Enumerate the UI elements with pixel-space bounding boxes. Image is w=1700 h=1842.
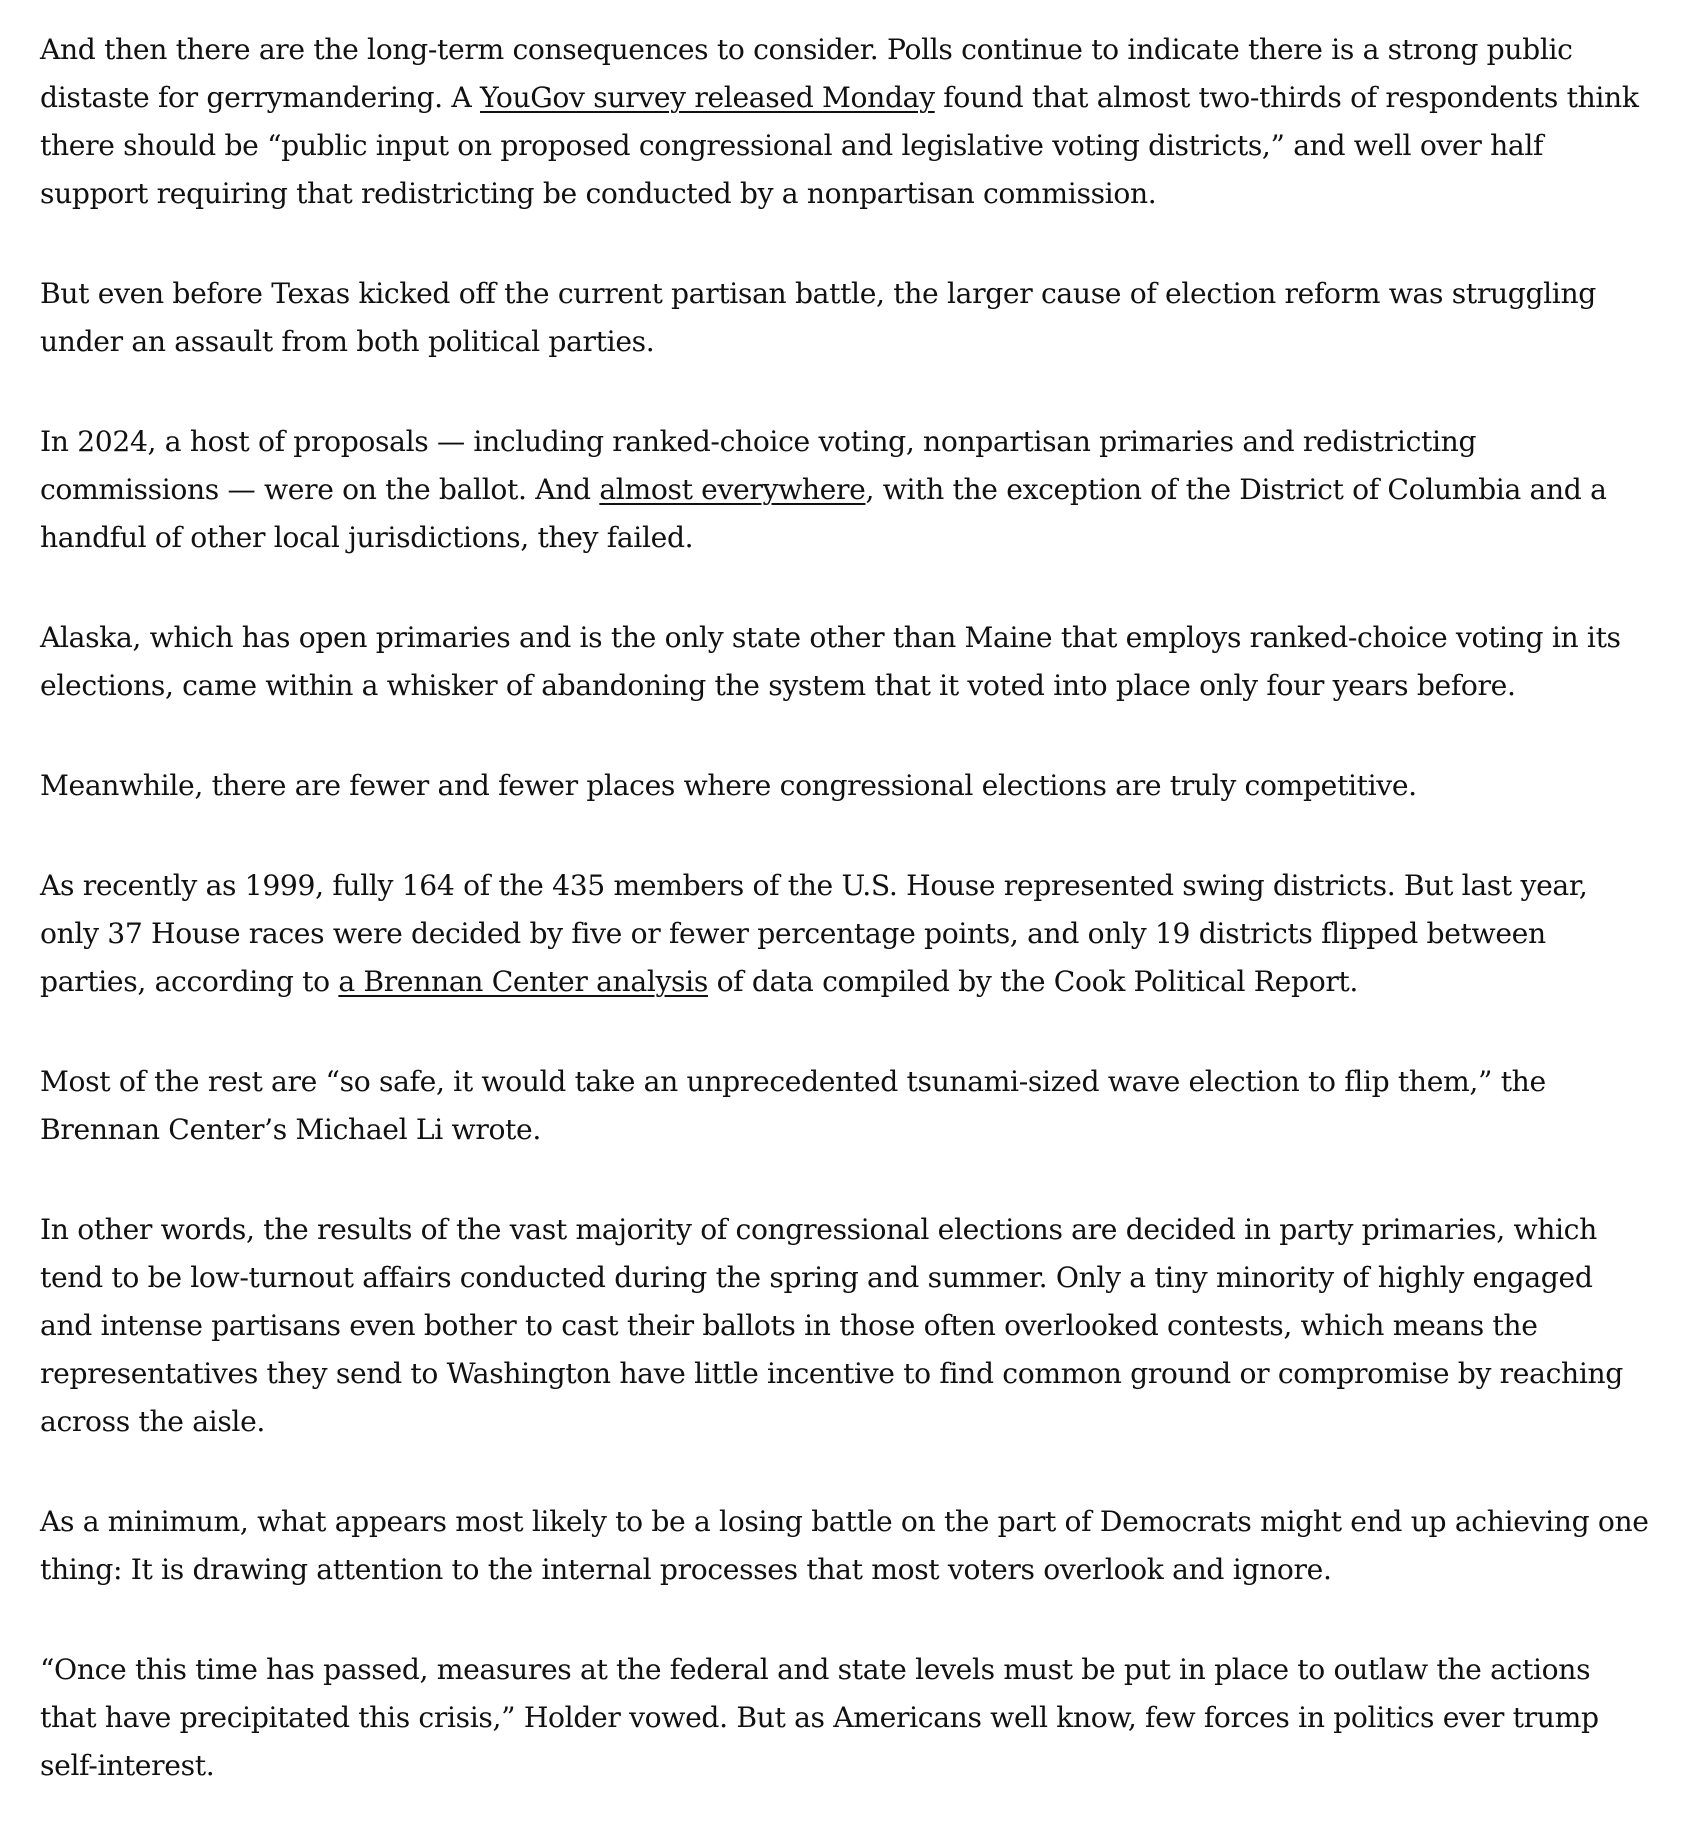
paragraph-3 — [40, 418, 1650, 562]
paragraph-3-text-b: , with the exception of the District of Columbia and a handful of other local jurisdictions, they failed. — [40, 473, 1607, 554]
paragraph-6-text-b: of data compiled by the Cook Political Report. — [707, 965, 1359, 998]
article-body — [40, 26, 1650, 1842]
paragraph-8: In other words, the results of the vast majority of congressional elections are decided in party primaries, which tend to be low-turnout affairs conducted during the spring and summer. Only a tiny minority of highly engaged and intense partisans even bother to cast their ballots in those often overlooked contests, which means the representatives they send to Washington have little incentive to find common ground or compromise by reaching across the aisle. — [40, 1213, 1623, 1438]
paragraph-3-text-a: In 2024, a host of proposals — including ranked-choice voting, nonpartisan primaries and redistricting commissions — were on the ballot. And — [40, 425, 1477, 506]
paragraph-1-text-b: found that almost two-thirds of respondents think there should be “public input on proposed congressional and legislative voting districts,” and well over half support requiring that redistricting be conducted by a nonpartisan commission. — [40, 81, 1639, 210]
paragraph-9: As a minimum, what appears most likely to be a losing battle on the part of Democrats might end up achieving one thing: It is drawing attention to the internal processes that most voters overlook and ignore. — [40, 1505, 1649, 1586]
paragraph-7: Most of the rest are “so safe, it would take an unprecedented tsunami-sized wave election to flip them,” the Brennan Center’s Michael Li wrote. — [40, 1065, 1546, 1146]
paragraph-1-text-a: And then there are the long-term consequences to consider. Polls continue to indicate there is a strong public distaste for gerrymandering. A — [40, 33, 1573, 114]
paragraph-5: Meanwhile, there are fewer and fewer places where congressional elections are truly competitive. — [40, 769, 1417, 802]
paragraph-1 — [40, 26, 1650, 218]
paragraph-6 — [40, 862, 1650, 1006]
paragraph-10: “Once this time has passed, measures at the federal and state levels must be put in place to outlaw the actions that have precipitated this crisis,” Holder vowed. But as Americans well know, few forces in politics ever trump self-interest. — [40, 1653, 1599, 1782]
yougov-survey-link[interactable]: YouGov survey released Monday — [480, 81, 935, 114]
paragraph-2: But even before Texas kicked off the current partisan battle, the larger cause of election reform was struggling under an assault from both political parties. — [40, 277, 1596, 358]
brennan-center-analysis-link[interactable]: a Brennan Center analysis — [338, 965, 708, 998]
almost-everywhere-link[interactable]: almost everywhere — [599, 473, 866, 506]
paragraph-6-text-a: As recently as 1999, fully 164 of the 435 members of the U.S. House represented swing districts. But last year, only 37 House races were decided by five or fewer percentage points, and only 19 districts flipped between parties, according to — [40, 869, 1588, 998]
paragraph-4: Alaska, which has open primaries and is the only state other than Maine that employs ranked-choice voting in its elections, came within a whisker of abandoning the system that it voted into place only four years before. — [40, 621, 1621, 702]
